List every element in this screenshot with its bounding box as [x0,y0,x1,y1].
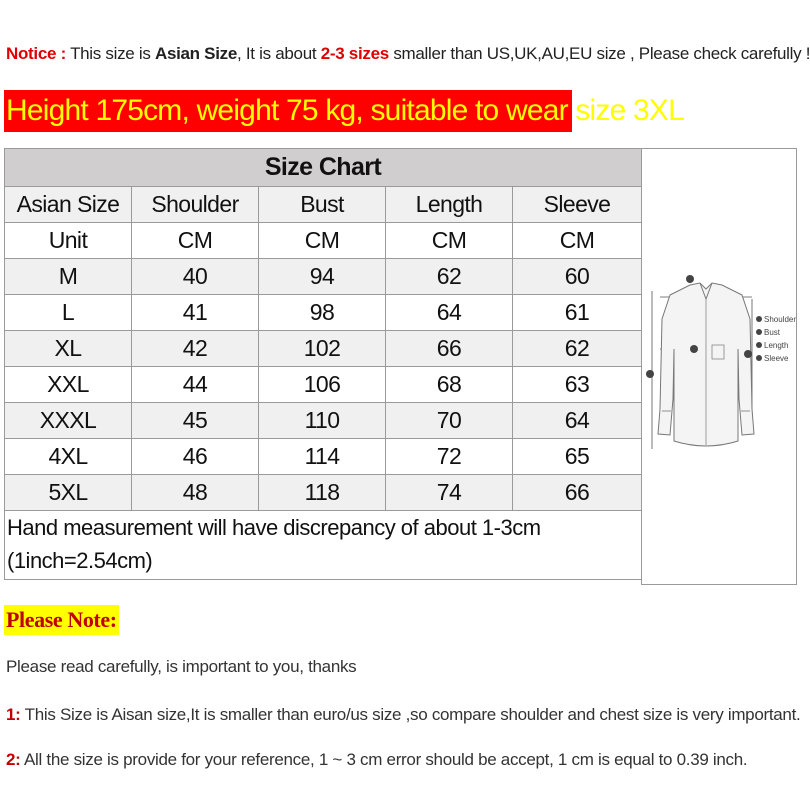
table-cell: 65 [513,439,642,475]
marker-shoulder [686,275,694,283]
table-cell: 98 [259,295,386,331]
table-cell: 61 [513,295,642,331]
notice-label: Notice : [6,44,66,63]
size-chart-table [4,148,642,580]
table-cell: 66 [386,331,513,367]
note-number: 1: [6,705,21,724]
notice-text-1: This size is [65,44,155,63]
table-cell: 64 [386,295,513,331]
marker-length [646,370,654,378]
legend-dot [756,329,762,335]
unit-cell: CM [132,223,259,259]
recommendation-banner: Height 175cm, weight 75 kg, suitable to wear size 3XL [4,90,572,132]
header-cell: Length [386,187,513,223]
header-cell: Bust [259,187,386,223]
table-cell: 42 [132,331,259,367]
header-row [5,187,642,223]
note-number: 2: [6,750,21,769]
measurement-note-line-2: (1inch=2.54cm) [7,548,153,573]
table-cell: 60 [513,259,642,295]
table-cell: 44 [132,367,259,403]
table-row [5,475,642,511]
table-cell: 62 [513,331,642,367]
note-item-1 [6,705,800,725]
table-cell: 70 [386,403,513,439]
unit-cell: CM [259,223,386,259]
table-cell: 74 [386,475,513,511]
size-chart-title: Size Chart [5,149,642,187]
table-cell: 62 [386,259,513,295]
table-row [5,367,642,403]
unit-cell: CM [386,223,513,259]
table-cell: 110 [259,403,386,439]
table-row [5,439,642,475]
legend-sleeve: Sleeve [764,354,789,363]
table-cell: 64 [513,403,642,439]
intro-text: Please read carefully, is important to you, thanks [6,657,357,676]
table-cell: L [5,295,132,331]
measurement-note [5,511,642,580]
table-cell: M [5,259,132,295]
shirt-measurement-diagram [641,148,797,585]
table-row [5,259,642,295]
table-row [5,295,642,331]
notice-text-2: , It is about [237,44,321,63]
note-text: All the size is provide for your reference, 1 ~ 3 cm error should be accept, 1 cm is equal to 0.39 inch. [20,750,748,769]
marker-bust [690,345,698,353]
shirt-diagram-svg [642,149,798,586]
note-text: This Size is Aisan size,It is smaller than euro/us size ,so compare shoulder and chest size is very important. [20,705,801,724]
table-cell: 45 [132,403,259,439]
table-cell: XL [5,331,132,367]
note-item-2 [6,750,747,770]
please-note-heading: Please Note: [4,605,119,635]
notice-text-3: smaller than US,UK,AU,EU size , Please check carefully ! [388,44,810,63]
table-cell: 4XL [5,439,132,475]
table-cell: 46 [132,439,259,475]
table-row [5,403,642,439]
legend-bust: Bust [764,328,781,337]
table-cell: 94 [259,259,386,295]
legend-dot [756,342,762,348]
notice-sizes: 2-3 sizes [320,44,389,63]
table-row [5,331,642,367]
table-cell: 63 [513,367,642,403]
marker-sleeve [744,350,752,358]
notice-line [6,44,810,64]
table-cell: 66 [513,475,642,511]
table-cell: 5XL [5,475,132,511]
unit-cell: Unit [5,223,132,259]
measurement-note-line-1: Hand measurement will have discrepancy of about 1-3cm [7,515,541,540]
table-cell: 68 [386,367,513,403]
table-cell: 41 [132,295,259,331]
legend-shoulder: Shoulder [764,315,797,324]
legend-length: Length [764,341,789,350]
header-cell: Asian Size [5,187,132,223]
unit-cell: CM [513,223,642,259]
table-cell: 72 [386,439,513,475]
unit-row [5,223,642,259]
table-cell: 40 [132,259,259,295]
table-cell: 48 [132,475,259,511]
measurement-note-row [5,511,642,580]
table-cell: 106 [259,367,386,403]
notice-asian-size: Asian Size [154,44,238,63]
table-cell: XXL [5,367,132,403]
legend-dot [756,316,762,322]
table-cell: 118 [259,475,386,511]
table-cell: 114 [259,439,386,475]
legend-dot [756,355,762,361]
table-cell: 102 [259,331,386,367]
header-cell: Shoulder [132,187,259,223]
table-cell: XXXL [5,403,132,439]
header-cell: Sleeve [513,187,642,223]
